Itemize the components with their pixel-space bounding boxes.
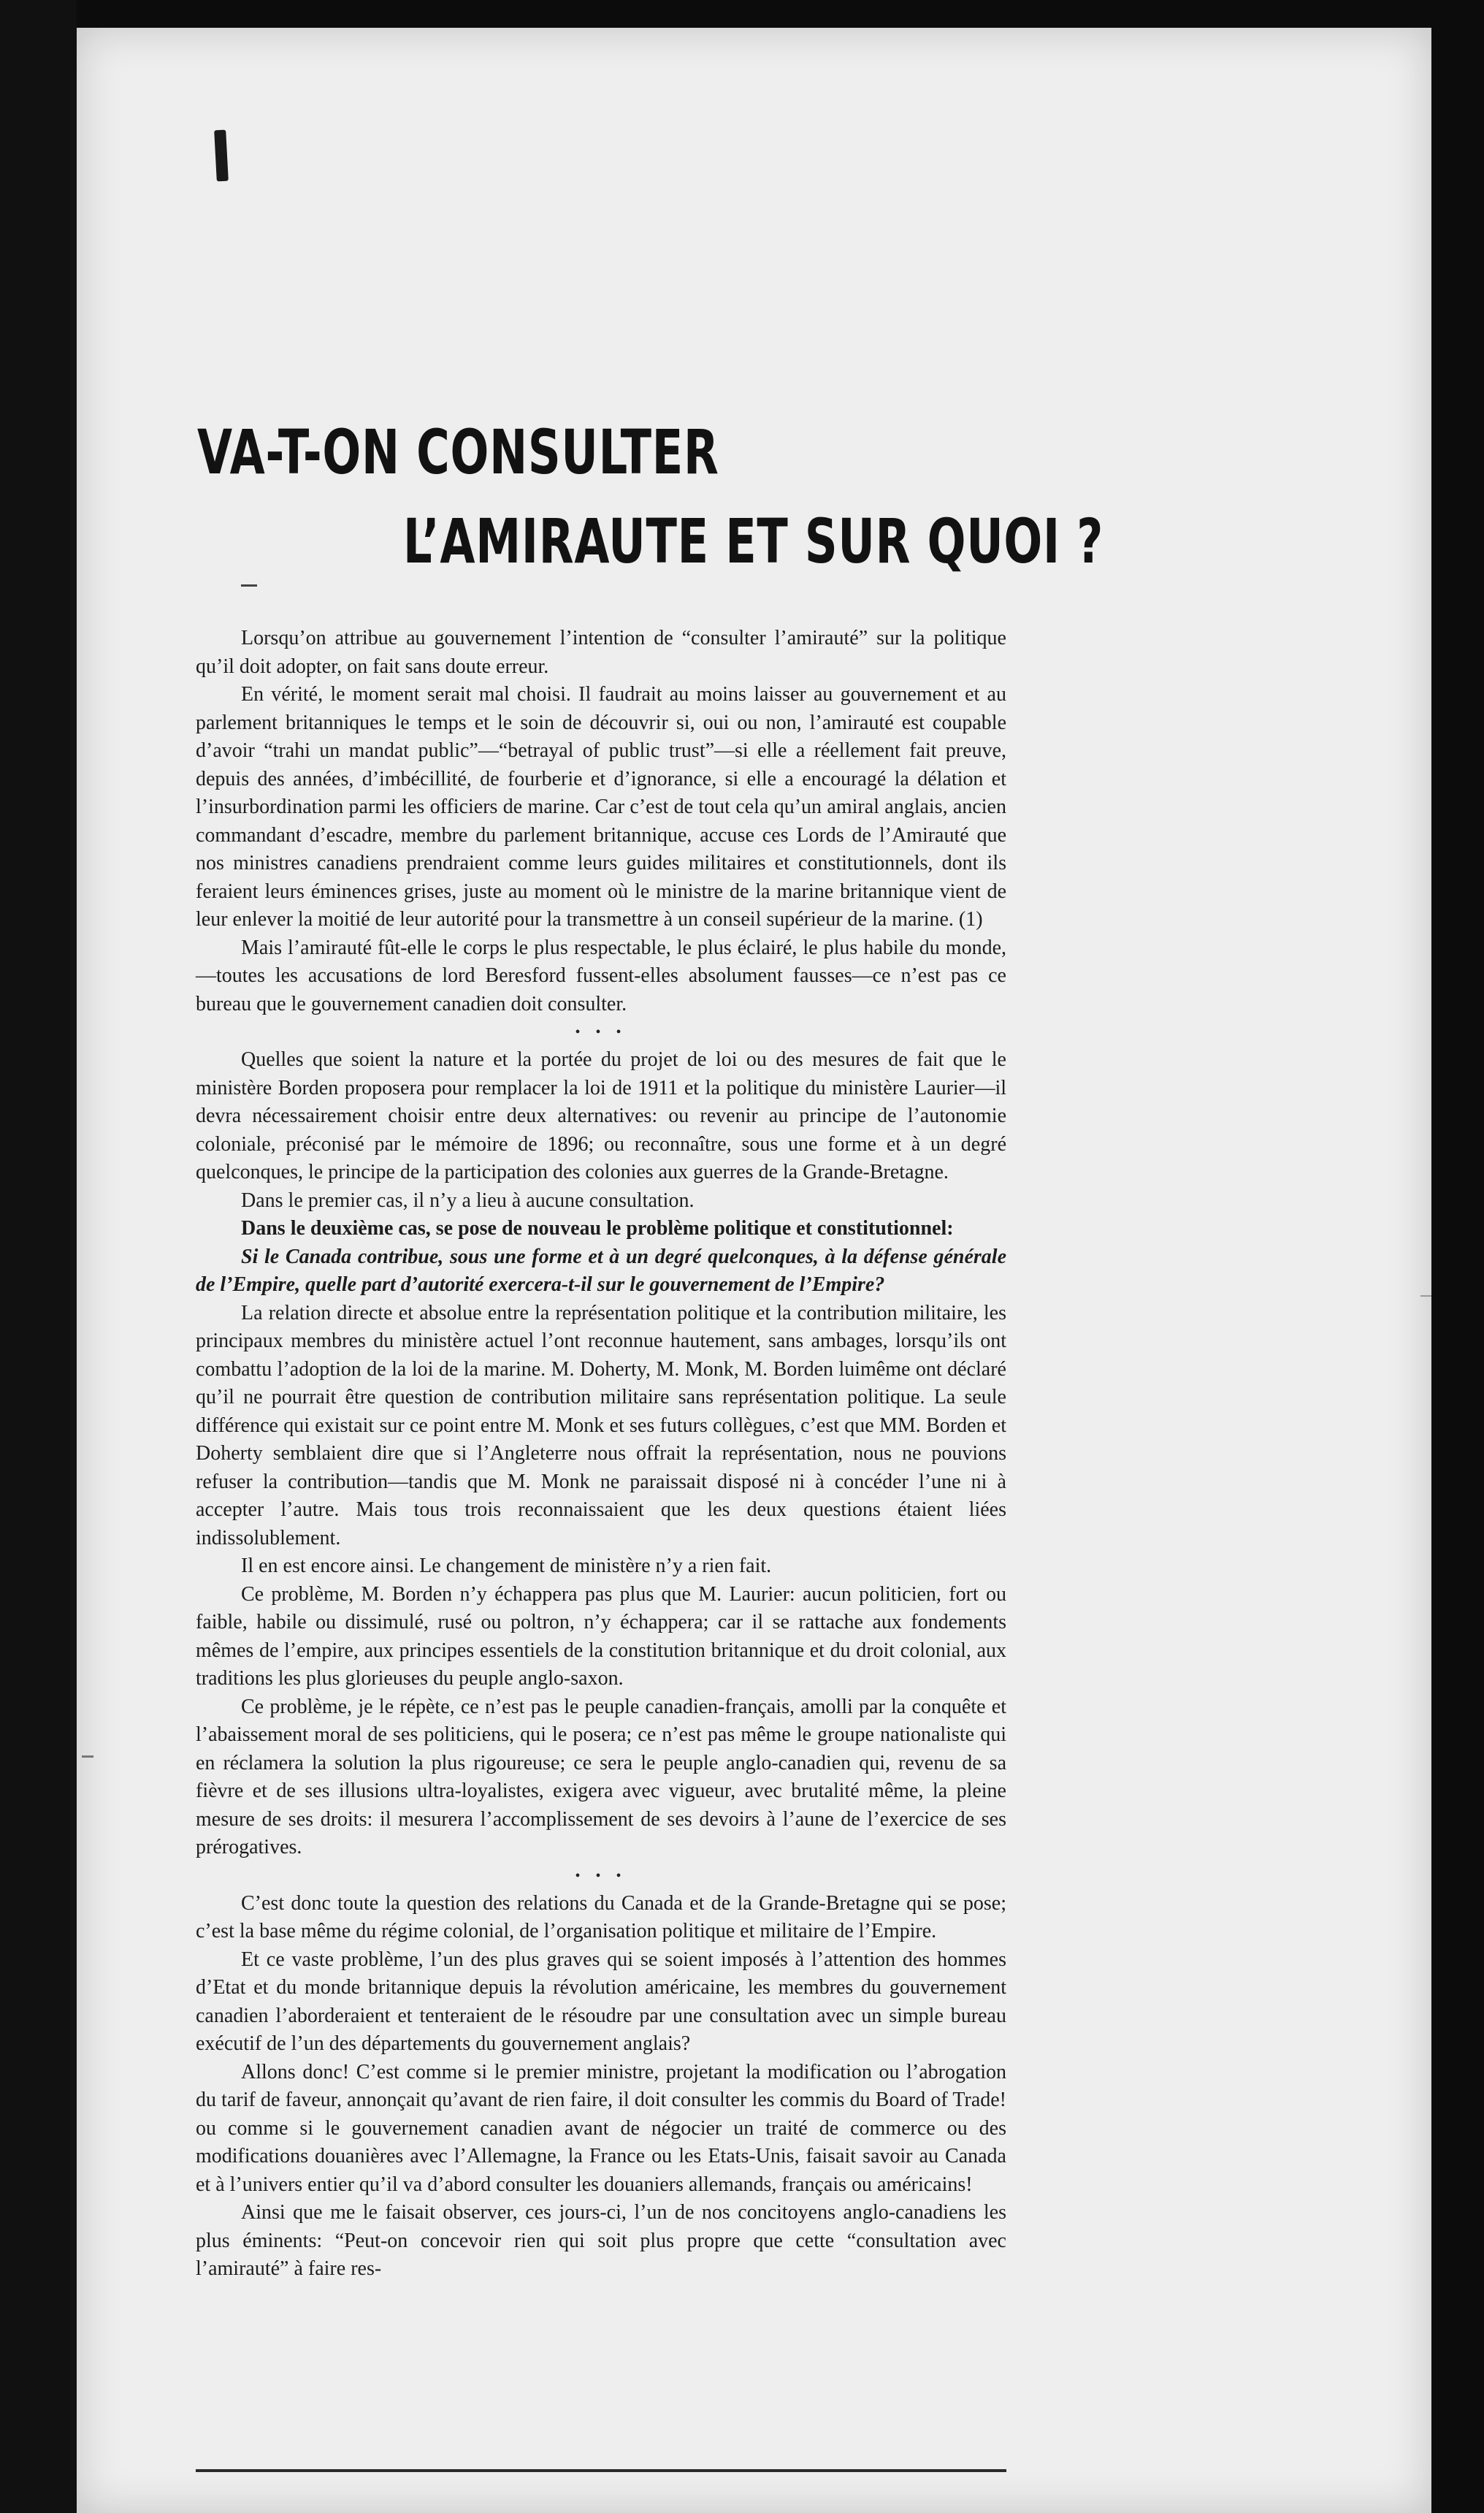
paragraph: La relation directe et absolue entre la représentation politique et la contribution militaire, les principaux membres du ministère actuel l’ont reconnue hautement, sans ambages, lorsqu’ils ont combattu l’adoption de la loi de la marine. M. Doherty, M. Monk, M. Borden luimême ont déclaré qu’il ne pourrait être question de contribution militaire sans représentation politique. La seule différence qui existait sur ce point entre M. Monk et ses futurs collègues, c’est que MM. Borden et Doherty semblaient dire que si l’Angleterre nous offrait la représentation, nous ne pouvions refuser la contribution—tandis que M. Monk ne paraissait disposé ni à concéder l’une ni à accepter l’autre. Mais tous trois reconnaissaient que les deux questions étaient liées indissolublement.	[196, 1301, 1006, 1549]
paragraph: Quelles que soient la nature et la portée du projet de loi ou des mesures de fait que le ministère Borden proposera pour remplacer la loi de 1911 et la politique du ministère Laurier—il devra nécessairement choisir entre deux alternatives: ou revenir au principe de l’autonomie coloniale, préconisé par le mémoire de 1896; ou reconnaître, sous une forme et à un degré quelconques, le principe de la participation des colonies aux guerres de la Grande-Bretagne.	[196, 1048, 1006, 1183]
section-separator: • • •	[575, 1024, 627, 1040]
paragraph: Et ce vaste problème, l’un des plus graves qui se soient imposés à l’attention des hommes d’Etat et du monde britannique depuis la révolution américaine, les membres du gouvernement canadien l’aborderaient et tenteraient de le résoudre par une consultation avec un simple bureau exécutif de l’un des départements du gouvernement anglais?	[196, 1948, 1006, 2055]
paragraph: Dans le premier cas, il n’y a lieu à aucune consultation.	[241, 1189, 695, 1212]
bottom-rule	[196, 2469, 1006, 2472]
paragraph: Allons donc! C’est comme si le premier ministre, projetant la modification ou l’abrogation du tarif de faveur, annonçait qu’avant de rien faire, il doit consulter les commis du Board of Trade! ou comme si le gouvernement canadien avant de négocier un traité de commerce ou des modifications douanières avec l’Allemagne, la France ou les Etats-Unis, faisait savoir au Canada et à l’univers entier qu’il va d’abord consulter les douaniers allemands, français ou américains!	[196, 2060, 1006, 2196]
paragraph: Ce problème, M. Borden n’y échappera pas plus que M. Laurier: aucun politicien, fort ou faible, habile ou dissimulé, rusé ou poltron, n’y échappera; car il se rattache aux fondements mêmes de l’empire, aux principes essentiels de la constitution britannique et du droit colonial, aux traditions les plus glorieuses du peuple anglo-saxon.	[196, 1582, 1006, 1690]
headline	[197, 416, 1350, 577]
margin-mark	[82, 1755, 93, 1758]
dash-mark	[241, 584, 257, 587]
headline-line-2: L’AMIRAUTE ET SUR QUOI ?	[403, 506, 1104, 577]
ink-mark	[214, 130, 229, 182]
paragraph: Lorsqu’on attribue au gouvernement l’intention de “consulter l’amirauté” sur la politique qu’il doit adopter, on fait sans doute erreur.	[196, 627, 1006, 678]
paragraph: Il en est encore ainsi. Le changement de ministère n’y a rien fait.	[241, 1555, 772, 1577]
paragraph: Ainsi que me le faisait observer, ces jours-ci, l’un de nos concitoyens anglo-canadiens les plus éminents: “Peut-on concevoir rien qui soit plus propre que cette “consultation avec l’amirauté” à faire res-	[196, 2201, 1006, 2280]
headline-line-1: VA-T-ON CONSULTER	[197, 416, 719, 488]
paragraph: Dans le deuxième cas, se pose de nouveau le problème politique et constitutionnel:	[241, 1217, 954, 1240]
article-body	[196, 625, 1006, 2284]
margin-speck	[1420, 1295, 1431, 1297]
section-separator: • • •	[575, 1867, 627, 1884]
paragraph: C’est donc toute la question des relations du Canada et de la Grande-Bretagne qui se pose; c’est la base même du régime colonial, de l’organisation politique et militaire de l’Empire.	[196, 1891, 1006, 1942]
scan-border	[0, 0, 77, 2513]
paragraph: Ce problème, je le répète, ce n’est pas le peuple canadien-français, amolli par la conquête et l’abaissement moral de ses politiciens, qui le posera; ce n’est pas même le groupe nationaliste qui en réclamera la solution la plus rigoureuse; ce sera le peuple anglo-canadien qui, revenu de sa fièvre et de ses illusions ultra-loyalistes, exigera avec vigueur, avec brutalité même, la pleine mesure de ses droits: il mesurera l’accomplissement de ses devoirs à l’aune de l’exercice de ses prérogatives.	[196, 1695, 1006, 1858]
question-paragraph: Si le Canada contribue, sous une forme et à un degré quelconques, à la défense générale de l’Empire, quelle part d’autorité exercera-t-il sur le gouvernement de l’Empire?	[196, 1245, 1006, 1296]
paragraph: Mais l’amirauté fût-elle le corps le plus respectable, le plus éclairé, le plus habile du monde,—toutes les accusations de lord Beresford fussent-elles absolument fausses—ce n’est pas ce bureau que le gouvernement canadien doit consulter.	[196, 936, 1006, 1015]
paragraph: En vérité, le moment serait mal choisi. Il faudrait au moins laisser au gouvernement et au parlement britanniques le temps et le soin de découvrir si, oui ou non, l’amirauté est coupable d’avoir “trahi un mandat public”—“betrayal of public trust”—si elle a réellement fait preuve, depuis des années, d’imbécillité, de fourberie et d’ignorance, si elle a encouragé la délation et l’insurbordination parmi les officiers de marine. Car c’est de tout cela qu’un amiral anglais, ancien commandant d’escadre, membre du parlement britannique, accuse ces Lords de l’Amirauté que nos ministres canadiens prendraient comme leurs guides militaires et constitutionnels, dont ils feraient leurs éminences grises, juste au moment où le ministre de la marine britannique vient de leur enlever la moitié de leur autorité pour la transmettre à un conseil supérieur de la marine. (1)	[196, 683, 1006, 931]
